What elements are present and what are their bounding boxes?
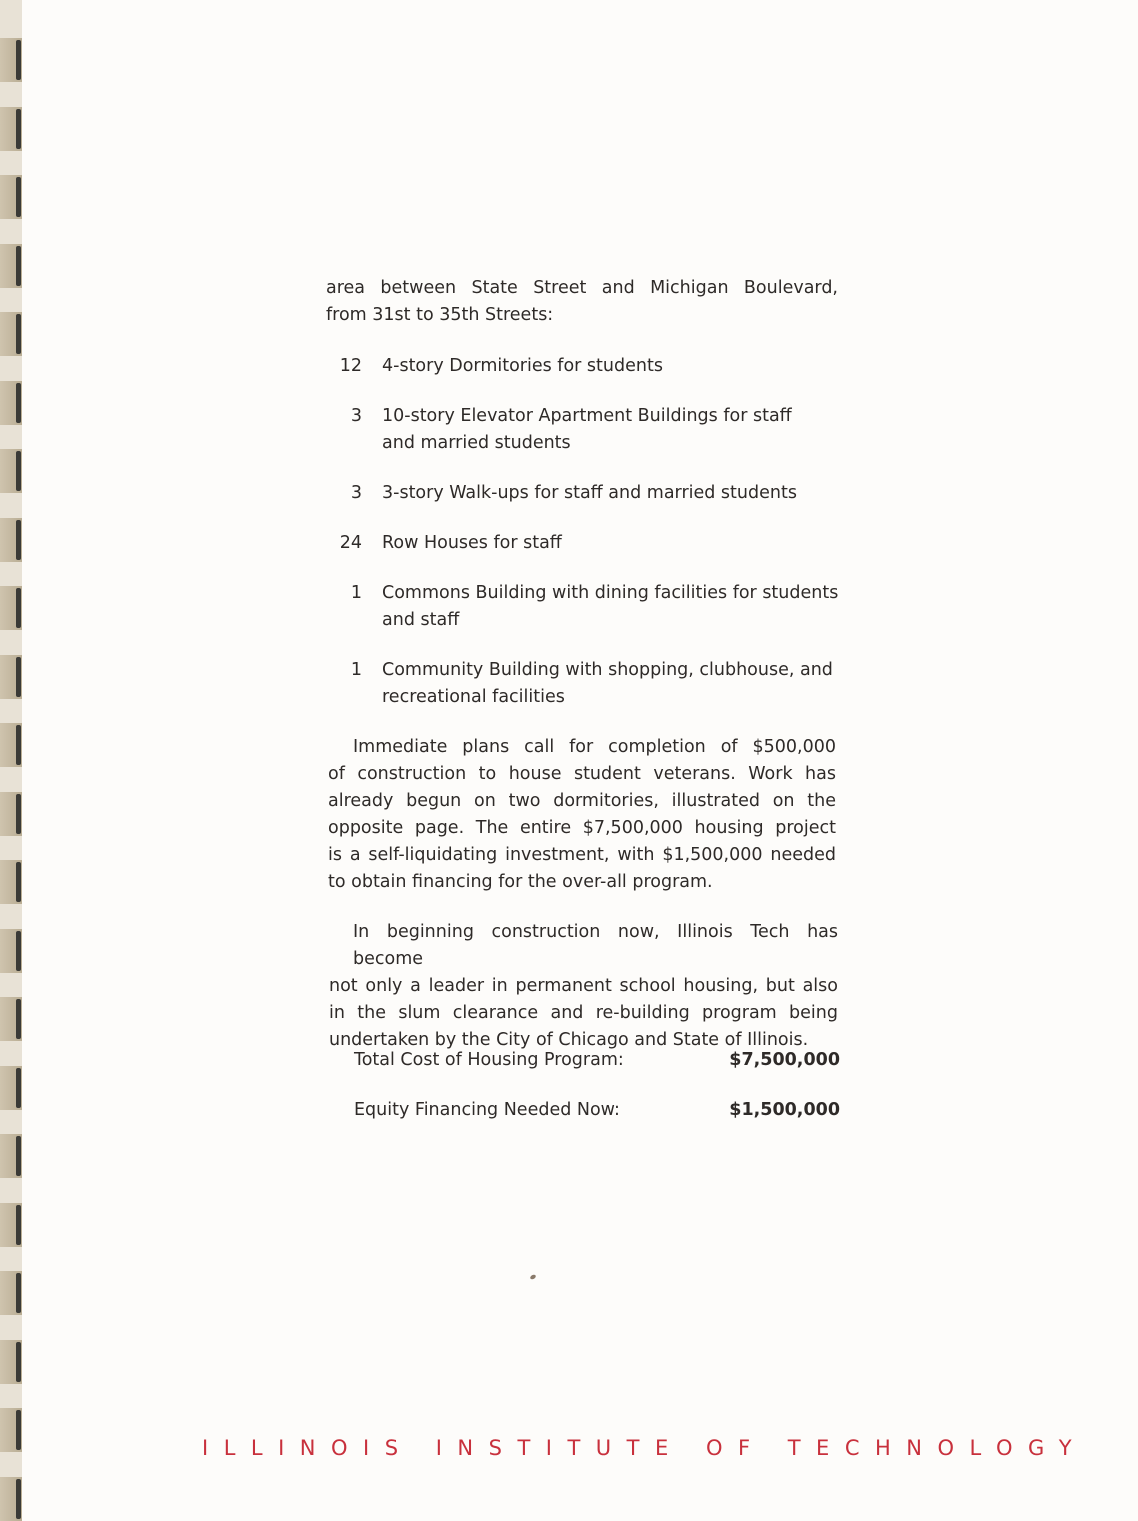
item-text: and married students (382, 433, 571, 453)
text-line: In beginning construction now, Illinois Tech has become (353, 922, 838, 969)
binding-ring (0, 1408, 22, 1452)
item-count: 3 (350, 406, 362, 426)
text-line: opposite page. The entire $7,500,000 housing project (328, 818, 836, 838)
list-item (330, 580, 840, 634)
text-line: in the slum clearance and re-building program being (329, 1003, 838, 1023)
equity-label: Equity Financing Needed Now: (354, 1100, 620, 1120)
binding-ring (0, 1340, 22, 1384)
item-count: 12 (339, 356, 362, 376)
list-item (330, 353, 840, 380)
list-item (330, 403, 840, 457)
item-text: Row Houses for staff (382, 533, 562, 553)
list-item (330, 480, 840, 507)
paragraph-plans (328, 734, 836, 896)
list-item (330, 530, 840, 557)
list-item (330, 657, 840, 711)
footer-institution: ILLINOIS INSTITUTE OF TECHNOLOGY (202, 1436, 1088, 1460)
text-line: not only a leader in permanent school housing, but also (329, 976, 838, 996)
binding-ring (0, 655, 22, 699)
text-line: Immediate plans call for completion of $500,000 (353, 737, 836, 757)
binding-ring (0, 449, 22, 493)
paper-speck (529, 1274, 536, 1280)
text-line: to obtain financing for the over-all program. (328, 872, 713, 892)
binding-ring (0, 1066, 22, 1110)
item-text: recreational facilities (382, 687, 565, 707)
total-cost-row (354, 1050, 840, 1070)
text-line: from 31st to 35th Streets: (326, 305, 554, 325)
equity-value: $1,500,000 (729, 1100, 840, 1120)
text-line: undertaken by the City of Chicago and State of Illinois. (329, 1030, 809, 1050)
item-text: Commons Building with dining facilities for students (382, 583, 839, 603)
item-text: Community Building with shopping, clubhouse, and (382, 660, 833, 680)
binding-ring (0, 107, 22, 151)
item-count: 3 (350, 483, 362, 503)
binding-ring (0, 929, 22, 973)
binding-ring (0, 1271, 22, 1315)
binding-ring (0, 175, 22, 219)
binding-ring (0, 1477, 22, 1521)
spiral-binding (0, 0, 22, 1500)
item-text: 4-story Dormitories for students (382, 356, 663, 376)
text-line: of construction to house student veterans. Work has (328, 764, 836, 784)
text-line: area between State Street and Michigan Boulevard, (326, 278, 838, 298)
binding-ring (0, 381, 22, 425)
total-value: $7,500,000 (729, 1050, 840, 1070)
total-label: Total Cost of Housing Program: (354, 1050, 624, 1070)
item-count: 24 (339, 533, 362, 553)
binding-ring (0, 860, 22, 904)
binding-ring (0, 312, 22, 356)
binding-ring (0, 244, 22, 288)
binding-ring (0, 1134, 22, 1178)
binding-ring (0, 586, 22, 630)
binding-ring (0, 792, 22, 836)
text-line: is a self-liquidating investment, with $1,500,000 needed (328, 845, 836, 865)
item-count: 1 (350, 660, 362, 680)
binding-ring (0, 1203, 22, 1247)
binding-ring (0, 38, 22, 82)
text-line: already begun on two dormitories, illustrated on the (328, 791, 836, 811)
item-count: 1 (350, 583, 362, 603)
paragraph-leader (329, 919, 838, 1054)
binding-ring (0, 723, 22, 767)
item-text: 3-story Walk-ups for staff and married students (382, 483, 797, 503)
item-text: 10-story Elevator Apartment Buildings for staff (382, 406, 792, 426)
equity-row (354, 1100, 840, 1120)
intro-text (326, 275, 838, 329)
binding-ring (0, 997, 22, 1041)
item-text: and staff (382, 610, 460, 630)
binding-ring (0, 518, 22, 562)
